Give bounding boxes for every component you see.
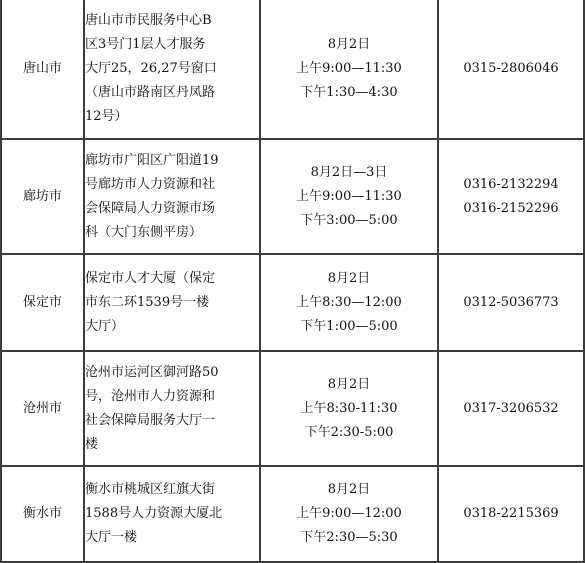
time-afternoon: 下午3:00—5:00	[300, 212, 398, 228]
address-line: 社会保障局服务大厅一	[85, 412, 216, 428]
address-line: 楼	[85, 436, 99, 452]
time-afternoon: 下午2:30—5:30	[300, 530, 398, 545]
phone-number: 0317-3206532	[463, 400, 559, 416]
phone-cell	[438, 139, 584, 254]
phone-cell	[438, 0, 584, 139]
address-line: 廊坊市广阳区广阳道19	[85, 152, 219, 168]
address-cell	[84, 466, 260, 562]
phone-number: 0316-2152296	[463, 200, 559, 216]
city-cell: 保定市	[1, 254, 84, 351]
table-row	[1, 466, 584, 562]
time-morning: 上午8:30—12:00	[296, 294, 402, 310]
address-line: 衡水市桃城区红旗大街	[85, 482, 216, 497]
time-morning: 上午9:00—11:30	[296, 188, 402, 204]
address-line: 会保障局人力资源市场	[85, 200, 216, 216]
time-morning: 上午9:00—12:00	[296, 506, 402, 521]
time-date: 8月2日	[327, 376, 371, 392]
time-morning: 上午9:00—11:30	[296, 60, 402, 76]
time-afternoon: 下午1:30—4:30	[300, 84, 398, 100]
time-afternoon: 下午1:00—5:00	[300, 318, 398, 334]
address-line: 区3号门1层人才服务	[85, 36, 206, 52]
time-cell	[260, 466, 438, 562]
phone-number: 0315-2806046	[463, 60, 559, 76]
address-line: 号廊坊市人力资源和社	[85, 176, 216, 192]
time-cell	[260, 139, 438, 254]
city-cell: 廊坊市	[1, 139, 84, 254]
address-line: 唐山市市民服务中心B	[85, 12, 212, 28]
address-line: 大厅一楼	[85, 530, 138, 545]
time-morning: 上午8:30-11:30	[300, 400, 398, 416]
city-cell: 衡水市	[1, 466, 84, 562]
city-cell: 沧州市	[1, 351, 84, 466]
phone-cell	[438, 351, 584, 466]
table-row	[1, 139, 584, 254]
address-line: 保定市人才大厦（保定	[85, 270, 216, 286]
address-line: 号，沧州市人力资源和	[85, 388, 216, 404]
address-line: 1588号人力资源大厦北	[85, 506, 223, 521]
time-date: 8月2日—3日	[310, 164, 388, 180]
address-line: 大厅）	[85, 318, 125, 334]
address-line: 沧州市运河区御河路50	[85, 364, 219, 380]
address-cell	[84, 351, 260, 466]
time-cell	[260, 254, 438, 351]
time-date: 8月2日	[327, 482, 371, 497]
time-date: 8月2日	[327, 36, 371, 52]
city-cell: 唐山市	[1, 0, 84, 139]
address-cell	[84, 254, 260, 351]
address-line: （唐山市路南区丹凤路	[85, 84, 216, 100]
phone-number: 0312-5036773	[463, 294, 559, 310]
phone-number: 0316-2132294	[463, 176, 559, 192]
time-afternoon: 下午2:30-5:00	[304, 424, 394, 440]
time-cell	[260, 351, 438, 466]
address-line: 大厅25，26,27号窗口	[85, 60, 217, 76]
time-date: 8月2日	[327, 270, 371, 286]
phone-cell	[438, 466, 584, 562]
phone-cell	[438, 254, 584, 351]
table-row	[1, 254, 584, 351]
address-cell	[84, 139, 260, 254]
address-line: 市东二环1539号一楼	[85, 294, 210, 310]
phone-number: 0318-2215369	[463, 506, 559, 521]
table-row	[1, 351, 584, 466]
table-row	[1, 0, 584, 139]
time-cell	[260, 0, 438, 139]
address-line: 12号）	[85, 108, 128, 124]
address-line: 科（大门东侧平房）	[85, 224, 203, 240]
address-cell	[84, 0, 260, 139]
